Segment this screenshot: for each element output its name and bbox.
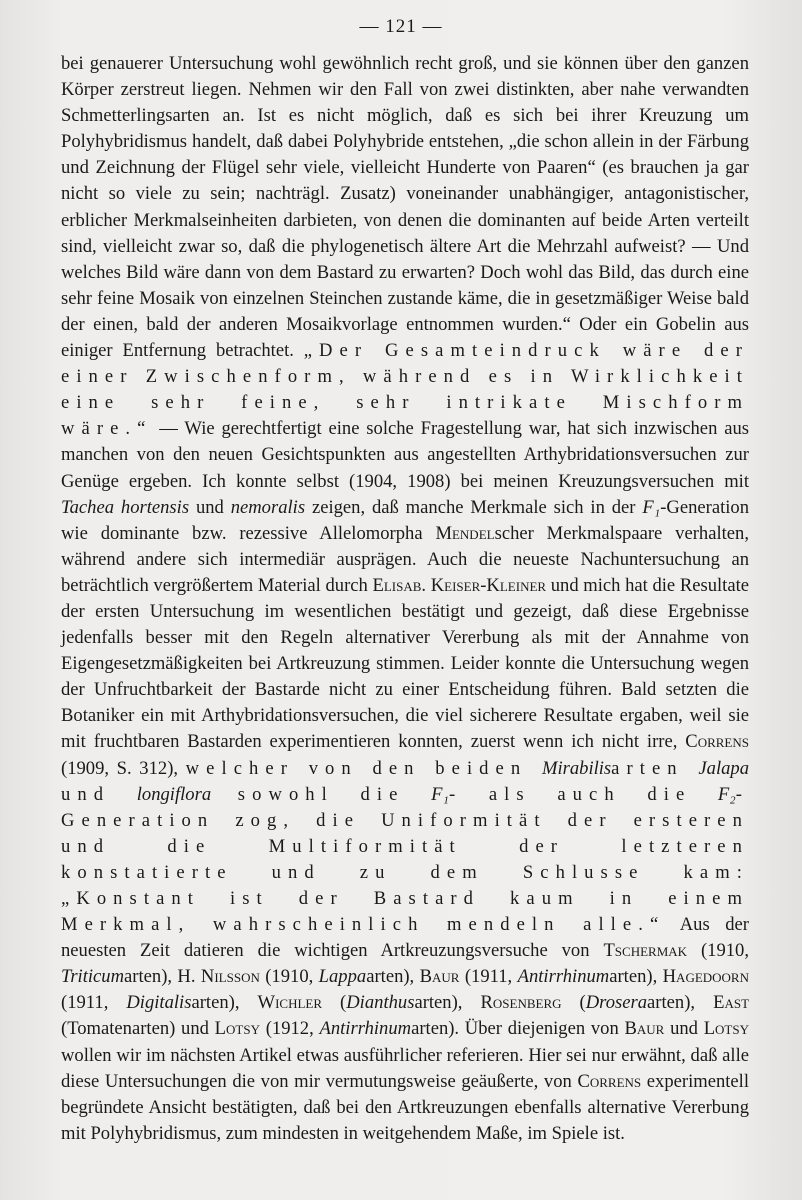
text-run: — Wie gerechtfertigt eine solche Fragestellung war, hat sich inzwischen aus manchen von den neuen Gesichtspunkten aus angestellten Arthybridationsversuchen zur Genüge ergeben. Ich konnte selbst (1904, 1908) bei meinen Kreuzungsversuchen mit: [61, 418, 749, 492]
text-run: (Tomatenarten) und: [61, 1018, 215, 1040]
genus-name: Antirrhinum: [517, 966, 610, 988]
text-run: arten),: [366, 966, 420, 988]
text-run: (1909, S. 312),: [61, 757, 186, 779]
text-run: arten), H.: [124, 966, 201, 988]
text-run: bei genauerer Untersuchung wohl gewöhnlich recht groß, und sie können über den ganzen Körper zerstreut liegen. Nehmen wir den Fall von zwei distinkten, aber nahe verwandten Schmetterlingsarten an. Ist es nicht möglich, daß es sich bei ihrer Kreuzung um Polyhybridismus handelt, daß dabei Polyhybride entstehen, „die schon allein in der Färbung und Zeichnung der Flügel sehr viele, vielleicht Hunderte von Paaren“ (es brauchen ja gar nicht so viele zu sein; nachträgl. Zusatz) voneinander unabhängiger, antagonistischer, erblicher Merkmalseinheiten darbieten, von denen die dominanten auf beide Arten verteilt sind, vielleicht zwar so, daß die phylogenetisch ältere Art die Mehrzahl aufweist? — Und welches Bild wäre dann von dem Bastard zu erwarten? Doch wohl das Bild, das durch eine sehr feine Mosaik von einzelnen Steinchen zustande käme, die in gesetzmäßiger Weise bald der einen, bald der anderen Mosaikvorlage entnommen wurden.“ Oder ein Gobelin aus einiger Entfernung betrachtet.: [61, 53, 749, 362]
text-run: arten),: [647, 992, 714, 1014]
genus-name: Dianthus: [346, 992, 415, 1014]
species-name: Tachea hortensis: [61, 496, 190, 518]
generation-symbol: F₁: [431, 783, 449, 805]
spaced-text: arten: [611, 757, 699, 779]
text-run: (1910,: [259, 966, 319, 988]
author-name: Correns: [577, 1070, 642, 1092]
author-name: Baur: [419, 966, 460, 988]
author-name: Correns: [685, 731, 749, 753]
spaced-text: und: [61, 783, 137, 805]
generation-symbol: F₂: [717, 783, 736, 805]
author-name: Baur: [624, 1018, 665, 1040]
text-run: (1911,: [61, 992, 127, 1014]
genus-name: Triticum: [61, 966, 125, 988]
text-run: zeigen, daß manche Merkmale sich in der: [305, 496, 643, 518]
genus-name: Lappa: [318, 966, 367, 988]
text-run: arten),: [609, 966, 663, 988]
spaced-text: welcher von den beiden: [185, 757, 542, 779]
text-run: (1912,: [259, 1018, 320, 1040]
body-text: [61, 51, 749, 1147]
spaced-quote: „Der Gesamteindruck wäre der einer Zwischenform, während es in Wirklichkeit eine sehr feine, sehr intrikate Mischform wäre.“: [61, 340, 749, 440]
text-run: experimentell begründete Ansicht bestätigten, daß bei den Artkreuzungen ebenfalls alternative Vererbung mit Polyhybridismus, zum mindesten in weitgehendem Maße, im Spiele ist.: [61, 1070, 750, 1144]
genus-name: Digitalis: [126, 992, 192, 1014]
author-name: Tschermak: [603, 940, 688, 962]
genus-name: Drosera: [585, 992, 648, 1014]
spaced-text: -Generation zog, die Uniformität der ersteren und die Multiformität der letzteren konstatierte und zu dem Schlusse kam: „Konstant ist der Bastard kaum in einem Merkmal, wahrscheinlich mendeln alle.“: [61, 783, 750, 936]
text-run: -Generation wie dominante bzw. rezessive Allelomorpha: [61, 496, 749, 544]
text-run: (: [322, 992, 347, 1014]
spaced-text: sowohl die: [211, 783, 432, 805]
author-name: Wichler: [257, 992, 323, 1014]
text-run: und: [189, 496, 231, 518]
author-name: East: [713, 992, 750, 1014]
text-run: wollen wir im nächsten Artikel etwas ausführlicher referieren. Hier sei nur erwähnt, daß alle diese Untersuchungen die von mir vermutungsweise geäußerte, von: [61, 1044, 749, 1092]
text-run: und mich hat die Resultate der ersten Untersuchung im wesentlichen bestätigt und gezeigt, daß diese Ergebnisse jedenfalls besser mit den Regeln alternativer Vererbung als mit der Annahme von Eigengesetzmäßigkeiten bei Artkreuzung stimmen. Leider konnte die Untersuchung wegen der Unfruchtbarkeit der Bastarde nicht zu einer Entscheidung führen. Bald setzten die Botaniker ein mit Arthybridationsversuchen, die viel sicherere Resultate ergaben, weil sie mit fruchtbaren Bastarden experimentieren konnten, zuerst wenn ich nicht irre,: [61, 574, 750, 753]
text-run: arten). Über diejenigen von: [411, 1018, 625, 1040]
paragraph: [61, 51, 749, 1147]
species-name: nemoralis: [230, 496, 306, 518]
species-name: longiflora: [136, 783, 212, 805]
author-name: Elisab. Keiser-Kleiner: [372, 574, 547, 596]
author-name: Hagedoorn: [662, 966, 749, 988]
spaced-text: - als auch die: [448, 783, 718, 805]
author-name: Lotsy: [703, 1018, 749, 1040]
page-number: — 121 —: [359, 16, 443, 37]
author-name: Nilsson: [200, 966, 260, 988]
text-run: scher Merkmalspaare verhalten, während andere sich intermediär ausprägen. Auch die neueste Nachuntersuchung an beträchtlich vergrößertem Material durch: [61, 522, 749, 596]
generation-symbol: F₁: [642, 496, 661, 518]
text-run: Aus der neuesten Zeit datieren die wichtigen Artkreuzungsversuche von: [61, 914, 749, 962]
genus-name: Antirrhinum: [319, 1018, 412, 1040]
text-run: (: [561, 992, 586, 1014]
text-run: (1911,: [459, 966, 518, 988]
text-run: (1910,: [687, 940, 749, 962]
text-run: und: [664, 1018, 704, 1040]
genus-name: Mirabilis: [541, 757, 612, 779]
text-run: arten),: [414, 992, 481, 1014]
author-name: Lotsy: [214, 1018, 260, 1040]
author-name: Mendel: [435, 522, 495, 544]
species-name: Jalapa: [698, 757, 749, 779]
text-run: arten),: [191, 992, 258, 1014]
author-name: Rosenberg: [480, 992, 562, 1014]
